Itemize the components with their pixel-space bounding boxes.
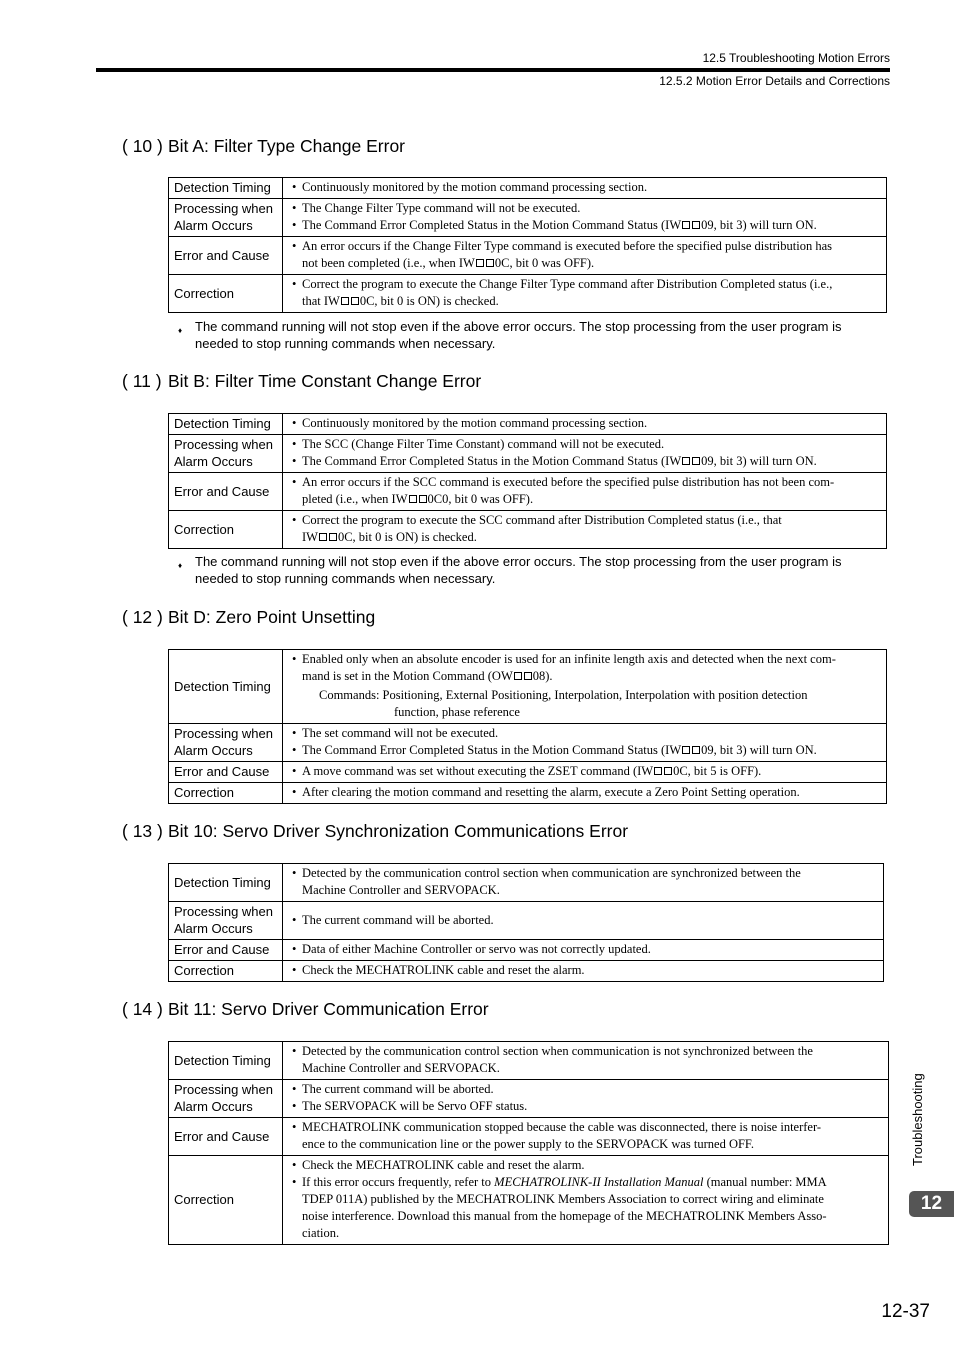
page-number: 12-37 [881, 1301, 930, 1322]
row-label: Processing when Alarm Occurs [169, 435, 283, 473]
row-label: Error and Cause [169, 473, 283, 511]
row-label: Correction [169, 275, 283, 313]
row-content: • The current command will be aborted. [283, 902, 884, 940]
table-row [169, 511, 887, 549]
section-14-table [168, 1041, 889, 1245]
row-label: Error and Cause [169, 237, 283, 275]
box-placeholder-icon [524, 672, 532, 680]
table-row [169, 1156, 889, 1245]
row-label: Correction [169, 783, 283, 804]
section-14-heading [122, 999, 489, 1020]
table-row [169, 961, 884, 982]
section-10-title: Bit A: Filter Type Change Error [168, 136, 406, 156]
row-label: Detection Timing [169, 414, 283, 435]
table-row [169, 199, 887, 237]
manual-title: MECHATROLINK-II Installation Manual [494, 1175, 704, 1189]
section-14-title: Bit 11: Servo Driver Communication Error [168, 999, 489, 1019]
row-content: • Continuously monitored by the motion command processing section. [283, 178, 887, 199]
row-content: • An error occurs if the Change Filter Type command is executed before the specified pulse distribution has not been completed (i.e., when IW 0C, bit 0 was OFF). [283, 237, 887, 275]
section-12-heading [122, 607, 375, 628]
box-placeholder-icon [486, 259, 494, 267]
row-label: Detection Timing [169, 178, 283, 199]
table-row [169, 724, 887, 762]
box-placeholder-icon [329, 533, 337, 541]
table-row [169, 1080, 889, 1118]
header-subsection: 12.5.2 Motion Error Details and Corrections [659, 74, 890, 88]
box-placeholder-icon [692, 221, 700, 229]
row-content: • After clearing the motion command and resetting the alarm, execute a Zero Point Setting operation. [283, 783, 887, 804]
box-placeholder-icon [682, 746, 690, 754]
row-content: • Correct the program to execute the SCC command after Distribution Completed status (i.e., that IW 0C, bit 0 is ON) is checked. [283, 511, 887, 549]
row-content: • Continuously monitored by the motion command processing section. [283, 414, 887, 435]
row-label: Correction [169, 961, 283, 982]
box-placeholder-icon [514, 672, 522, 680]
box-placeholder-icon [682, 457, 690, 465]
row-content: • The Change Filter Type command will not be executed. • The Command Error Completed Status in the Motion Command Status (IW 09, bit 3) will turn ON. [283, 199, 887, 237]
box-placeholder-icon [692, 457, 700, 465]
table-row [169, 178, 887, 199]
box-placeholder-icon [654, 767, 662, 775]
box-placeholder-icon [419, 495, 427, 503]
box-placeholder-icon [409, 495, 417, 503]
section-13-number: ( 13 ) [122, 821, 163, 841]
row-label: Processing when Alarm Occurs [169, 199, 283, 237]
row-content: • Detected by the communication control section when communication is not synchronized between the Machine Controller and SERVOPACK. [283, 1042, 889, 1080]
table-row [169, 902, 884, 940]
diamond-bullet-icon: ♦ [178, 326, 183, 335]
row-content: • A move command was set without executing the ZSET command (IW 0C, bit 5 is OFF). [283, 762, 887, 783]
row-content: • Correct the program to execute the Change Filter Type command after Distribution Completed status (i.e., that IW 0C, bit 0 is ON) is checked. [283, 275, 887, 313]
row-label: Correction [169, 1156, 283, 1245]
row-label: Detection Timing [169, 864, 283, 902]
section-10-table [168, 177, 887, 313]
box-placeholder-icon [351, 297, 359, 305]
header-section: 12.5 Troubleshooting Motion Errors [702, 51, 890, 65]
table-row [169, 1042, 889, 1080]
diamond-bullet-icon: ♦ [178, 561, 183, 570]
section-11-heading [122, 371, 481, 392]
box-placeholder-icon [319, 533, 327, 541]
section-14-number: ( 14 ) [122, 999, 163, 1019]
section-10-heading [122, 136, 405, 157]
table-row [169, 414, 887, 435]
row-content: • An error occurs if the SCC command is executed before the specified pulse distribution has not been com- pleted (i.e., when IW 0C0, bit 0 was OFF). [283, 473, 887, 511]
table-row [169, 435, 887, 473]
row-content: • Data of either Machine Controller or servo was not correctly updated. [283, 940, 884, 961]
row-label: Correction [169, 511, 283, 549]
row-label: Error and Cause [169, 1118, 283, 1156]
row-content: • Enabled only when an absolute encoder is used for an infinite length axis and detected when the next com- mand is set in the Motion Command (OW 08). Commands: Positioning, External Positioning, Interpolation, Interpolation with position detection function, phase reference [283, 650, 887, 724]
section-12-title: Bit D: Zero Point Unsetting [168, 607, 376, 627]
box-placeholder-icon [664, 767, 672, 775]
box-placeholder-icon [692, 746, 700, 754]
section-13-table [168, 863, 884, 982]
section-12-number: ( 12 ) [122, 607, 163, 627]
section-11-title: Bit B: Filter Time Constant Change Error [168, 371, 482, 391]
table-row [169, 940, 884, 961]
table-row [169, 762, 887, 783]
box-placeholder-icon [341, 297, 349, 305]
chapter-tab: 12 [909, 1191, 954, 1217]
row-content: • Check the MECHATROLINK cable and reset the alarm. • If this error occurs frequently, refer to MECHATROLINK-II Installation Manual (manual number: MMA TDEP 011A) published by the MECHATROLINK Members Association to correct wiring and eliminate noise interference. Download this manual from the homepage of the MECHATROLINK Members Asso- ciation. [283, 1156, 889, 1245]
row-content: • The current command will be aborted. • The SERVOPACK will be Servo OFF status. [283, 1080, 889, 1118]
section-10-number: ( 10 ) [122, 136, 163, 156]
header-rule [96, 68, 890, 72]
table-row [169, 783, 887, 804]
row-content: • The set command will not be executed. • The Command Error Completed Status in the Motion Command Status (IW 09, bit 3) will turn ON. [283, 724, 887, 762]
row-label: Error and Cause [169, 940, 283, 961]
box-placeholder-icon [476, 259, 484, 267]
row-content: • MECHATROLINK communication stopped because the cable was disconnected, there is noise interfer- ence to the communication line or the power supply to the SERVOPACK was turned OFF. [283, 1118, 889, 1156]
table-row [169, 650, 887, 724]
row-content: • The SCC (Change Filter Time Constant) command will not be executed. • The Command Error Completed Status in the Motion Command Status (IW 09, bit 3) will turn ON. [283, 435, 887, 473]
row-label: Error and Cause [169, 762, 283, 783]
section-13-heading [122, 821, 628, 842]
chapter-side-label: Troubleshooting [910, 1073, 925, 1166]
table-row [169, 237, 887, 275]
section-10-note: ♦ The command running will not stop even if the above error occurs. The stop processing from the user program is needed to stop running commands when necessary. [178, 319, 842, 351]
row-label: Processing when Alarm Occurs [169, 902, 283, 940]
row-label: Processing when Alarm Occurs [169, 1080, 283, 1118]
table-row [169, 864, 884, 902]
row-label: Processing when Alarm Occurs [169, 724, 283, 762]
section-11-number: ( 11 ) [122, 371, 162, 391]
table-row [169, 275, 887, 313]
row-label: Detection Timing [169, 1042, 283, 1080]
box-placeholder-icon [682, 221, 690, 229]
row-label: Detection Timing [169, 650, 283, 724]
table-row [169, 1118, 889, 1156]
table-row [169, 473, 887, 511]
section-13-title: Bit 10: Servo Driver Synchronization Communications Error [168, 821, 629, 841]
row-content: • Detected by the communication control section when communication are synchronized between the Machine Controller and SERVOPACK. [283, 864, 884, 902]
section-12-table [168, 649, 887, 804]
section-11-table [168, 413, 887, 549]
section-11-note: ♦ The command running will not stop even if the above error occurs. The stop processing from the user program is needed to stop running commands when necessary. [178, 554, 842, 586]
row-content: • Check the MECHATROLINK cable and reset the alarm. [283, 961, 884, 982]
